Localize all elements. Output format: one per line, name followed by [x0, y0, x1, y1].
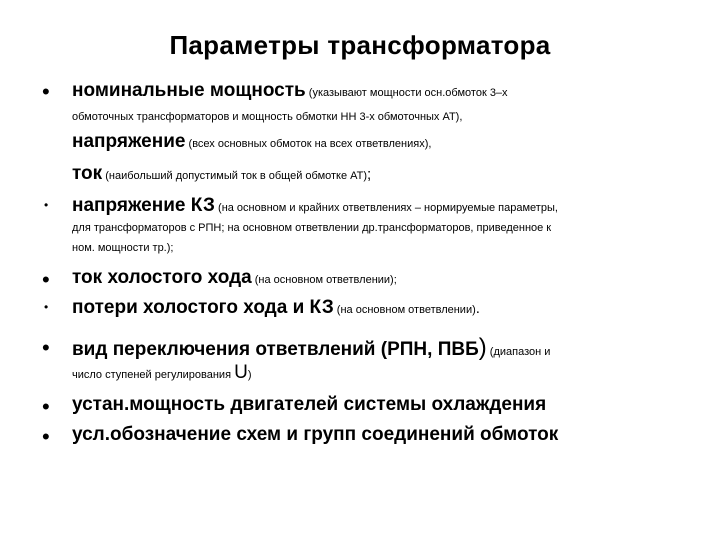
item-sc-voltage-note-cont: ном. мощности тр.); — [72, 242, 174, 254]
item-no-load-current-head: ток холостого хода — [72, 267, 252, 288]
item-sc-voltage-note: (на основном и крайних ответвлениях – нормируемые параметры, — [214, 202, 558, 214]
item-schemes: усл.обозначение схем и групп соединений обмоток — [72, 424, 559, 445]
item-sc-voltage-head: напряжение КЗ — [72, 195, 215, 216]
voltage-symbol-u: U — [234, 362, 248, 383]
item-cooling: устан.мощность двигателей системы охлаждения — [72, 394, 547, 415]
item-voltage — [72, 131, 431, 153]
item-voltage-note: (всех основных обмоток на всех ответвлениях), — [185, 138, 432, 150]
bullet-marker: • — [42, 394, 50, 419]
item-losses-head: потери холостого хода и КЗ — [72, 297, 334, 318]
item-current — [72, 163, 371, 185]
item-losses — [72, 297, 480, 319]
item-switching-paren: ) — [478, 334, 487, 361]
item-losses-note: (на основном ответвлении) — [333, 304, 476, 316]
bullet-marker: • — [44, 300, 49, 314]
item-current-tail: ; — [367, 166, 372, 183]
item-no-load-current-note: (на основном ответвлении); — [251, 274, 397, 286]
item-power-head: номинальные мощность — [72, 80, 306, 101]
item-switching-note-cont — [72, 362, 252, 384]
item-no-load-current — [72, 267, 397, 289]
item-power-note: (указывают мощности осн.обмоток 3–х — [305, 87, 508, 99]
item-switching-note-close: ) — [247, 369, 252, 381]
item-power-note-cont: обмоточных трансформаторов и мощность обмотки НН 3-х обмоточных АТ), — [72, 111, 463, 123]
item-sc-voltage — [72, 195, 558, 217]
bullet-marker: • — [42, 79, 50, 104]
item-voltage-head: напряжение — [72, 131, 186, 152]
bullet-marker: • — [42, 335, 50, 360]
item-switching — [72, 334, 550, 362]
item-switching-note: (диапазон и — [486, 346, 551, 358]
item-current-head: ток — [72, 163, 103, 184]
bullet-marker: • — [42, 267, 50, 292]
item-switching-head: вид переключения ответвлений (РПН, ПВБ — [72, 339, 479, 360]
item-sc-voltage-note-cont: для трансформаторов с РПН; на основном ответвлении др.трансформаторов, приведенное к — [72, 222, 552, 234]
item-losses-tail: . — [475, 300, 480, 317]
bullet-marker: • — [42, 424, 50, 449]
slide-title: Параметры трансформатора — [169, 30, 551, 60]
item-power — [72, 80, 508, 102]
item-switching-note-text: число ступеней регулирования — [72, 369, 235, 381]
bullet-marker: • — [44, 198, 49, 212]
item-current-note: (наибольший допустимый ток в общей обмотке АТ) — [102, 170, 368, 182]
